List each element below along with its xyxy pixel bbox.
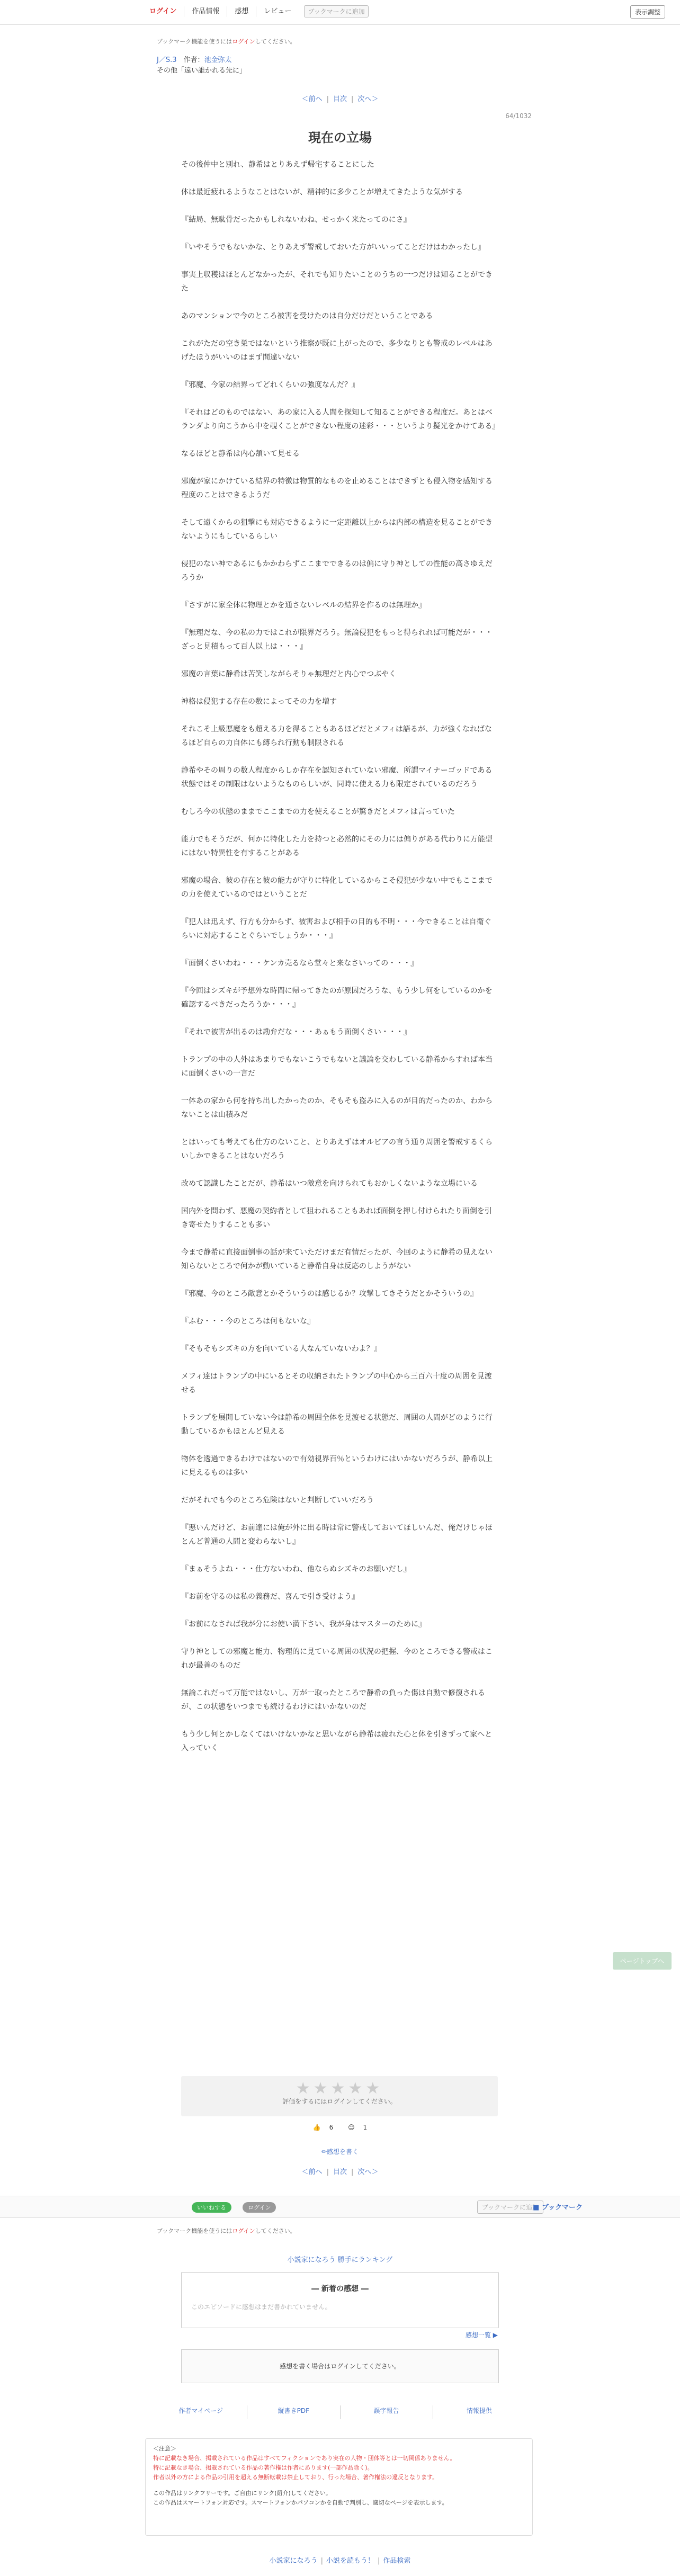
caution-line: 特に記載なき場合、掲載されている作品はすべてフィクションであり実在の人物・団体等とは一切関係ありません。 — [153, 2455, 456, 2462]
body-paragraph: 物体を透過できるわけではないので有効視界百％というわけにはいかないだろうが、静希以上に見えるものは多い — [181, 1455, 493, 1477]
rating-box — [181, 2076, 498, 2116]
notice-suffix: してください。 — [255, 38, 296, 45]
review-link[interactable]: レビュー — [264, 7, 292, 15]
body-paragraph: そして遠くからの狙撃にも対応できるように一定距離以上からは内部の構造を見ることができないようにもしているらしい — [181, 518, 493, 541]
body-paragraph: 一体あの家から何を持ち出したかったのか、そもそも盗みに入るのが目的だったのか、わからないことは山積みだ — [181, 1097, 493, 1119]
toc-link-bottom[interactable]: 目次 — [333, 2168, 347, 2176]
body-paragraph: 『お前になされば我が分にお使い満下さい、我が身はマスターのために』 — [181, 1620, 426, 1629]
body-paragraph: 無論これだって万能ではないし、万が一取ったところで静希の負った傷は自動で修復されるが、この状態をいつまでも続けるわけにはいかないのだ — [181, 1689, 485, 1711]
body-paragraph: あのマンションで今のところ被害を受けたのは自分だけだということである — [181, 312, 433, 320]
body-paragraph: 今まで静希に直接面倒事の話が来ていただけまだ有情だったが、今回のように静希の見えない知らないところで何かが動いていると静希自身は反応のしようがない — [181, 1248, 493, 1271]
top-nav — [143, 5, 369, 17]
body-paragraph: 体は最近疲れるようなことはないが、精神的に多少ことが増えてきたような気がする — [181, 188, 463, 196]
footer-narou-link[interactable]: 小説家になろう — [269, 2557, 318, 2565]
body-paragraph: 『まぁそうよね・・・仕方ないわね、他ならぬシズキのお願いだし』 — [181, 1565, 411, 1573]
body-paragraph: だがそれでも今のところ危険はないと判断していいだろう — [181, 1496, 374, 1505]
bookmark-button[interactable]: ブックマークに追加 — [304, 5, 368, 17]
body-paragraph: その後仲中と別れ、静希はとりあえず帰宅することにした — [181, 160, 374, 169]
body-paragraph: 邪魔の言葉に静希は苦笑しながらそりゃ無理だと内心でつぶやく — [181, 670, 396, 678]
notice-login-link-bottom[interactable]: ログイン — [232, 2228, 255, 2234]
bottom-links — [155, 2405, 525, 2419]
prev-link-bottom[interactable]: ＜前へ — [301, 2168, 323, 2176]
body-paragraph: 『いやそうでもないかな、とりあえず警戒しておいた方がいいってことだけはわかったし』 — [181, 243, 485, 252]
body-paragraph: 侵犯のない神であるにもかかわらずここまでできるのは偏に守り神としての性能の高さゆえだろうか — [181, 560, 493, 582]
impressions-link[interactable]: 感想 — [227, 6, 256, 17]
works-info-link[interactable]: 作品情報 — [184, 6, 227, 17]
body-paragraph: とはいっても考えても仕方のないこと、とりあえずはオルビアの言う通り周囲を警戒するくらいしかできることはないだろう — [181, 1138, 493, 1160]
body-paragraph: 『結局、無駄骨だったかもしれないわね、せっかく来たってのにさ』 — [181, 216, 411, 224]
body-paragraph: 『それで被害が出るのは勘弁だな・・・あぁもう面倒くさい・・・』 — [181, 1028, 411, 1036]
series-title: その他「遠い誰かれる先に」 — [157, 67, 247, 75]
body-paragraph: これがただの空き巣ではないという推察が既に上がったので、多少なりとも警戒のレベルはあげたほうがいいのはまず間違いない — [181, 339, 493, 362]
typo-report-link[interactable]: 誤字報告 — [341, 2405, 433, 2419]
body-paragraph: 邪魔が家にかけている結界の特徴は物質的なものを止めることはできずとも侵入物を感知する程度のことはできるようだ — [181, 477, 493, 499]
prev-link[interactable]: ＜前へ — [301, 95, 323, 103]
caution-heading: ＜注意＞ — [153, 2445, 176, 2452]
smile-reaction[interactable] — [345, 2124, 370, 2131]
author-link[interactable]: 池金弥太 — [204, 56, 232, 64]
rating-stars[interactable]: ★★★★★ — [296, 2079, 383, 2098]
footer-links: 小説家になろう | 小説を読もう！ | 作品検索 — [269, 2557, 411, 2565]
new-impressions-box — [181, 2272, 499, 2328]
reactions — [0, 2124, 680, 2131]
next-link-bottom[interactable]: 次へ＞ — [357, 2168, 379, 2176]
login-pill[interactable]: ログイン — [243, 2202, 276, 2213]
info-report-link[interactable]: 情報提供 — [466, 2407, 492, 2414]
body-paragraph: 『面倒くさいわね・・・ケンカ売るなら堂々と来なさいっての・・・』 — [181, 959, 418, 968]
bookmark-add-button[interactable]: ■ ブックマーク — [533, 2204, 583, 2212]
work-meta — [157, 55, 246, 76]
impressions-list-link[interactable]: 感想一覧 ▶ — [465, 2331, 498, 2339]
body-paragraph: 『邪魔、今のところ敵意とかそういうのは感じるか？攻撃してきそうだとかそういうの』 — [181, 1290, 478, 1298]
notice-login-link[interactable]: ログイン — [232, 38, 255, 45]
body-paragraph: それこそ上級悪魔をも超える力を得ることもあるほどだとメフィは語るが、力が強くなればなるほど自らの力自体にも縛られ行動も制限される — [181, 725, 492, 747]
caution-line: 作者以外の方による作品の引用を超える無断転載は禁止しており、行った場合、著作権法の違反となります。 — [153, 2474, 439, 2481]
notice-prefix-bottom: ブックマーク機能を使うには — [157, 2228, 232, 2234]
body-paragraph: 『さすがに家全体に物理とかを通さないレベルの結界を作るのは無理か』 — [181, 601, 426, 610]
rating-message: 評価をするにはログインしてください。 — [282, 2098, 397, 2105]
toc-link[interactable]: 目次 — [333, 95, 347, 103]
episode-number: 64/1032 — [505, 112, 532, 120]
new-impressions-heading: ― 新着の感想 ― — [311, 2285, 369, 2293]
no-impressions-text: このエピソードに感想はまだ書かれていません。 — [191, 2303, 332, 2311]
body-paragraph: 『ふむ・・・今のところは何もないな』 — [181, 1317, 315, 1326]
page-top-button[interactable]: ページトップへ — [613, 1952, 672, 1970]
body-paragraph: 事実上収穫はほとんどなかったが、それでも知りたいことのうちの一つだけは知ることができた — [181, 271, 493, 293]
ranking-link[interactable]: 小説家になろう 勝手にランキング — [287, 2256, 393, 2264]
body-paragraph: 『そもそもシズキの方を向いている人なんていないわよ？』 — [181, 1345, 381, 1353]
login-link[interactable]: ログイン — [143, 6, 184, 17]
body-paragraph: メフィ達はトランプの中にいるとその収納されたトランプの中心から三百六十度の周囲を見渡せる — [181, 1372, 492, 1394]
novel-body — [181, 158, 498, 1769]
bookmark-input[interactable]: ブックマークに追加 — [477, 2201, 543, 2214]
like-button[interactable]: いいねする — [192, 2202, 231, 2213]
body-paragraph: なるほどと静希は内心頷いて見せる — [181, 450, 300, 458]
display-settings-button[interactable]: 表示調整 — [630, 5, 665, 19]
notice-prefix: ブックマーク機能を使うには — [157, 38, 232, 45]
notice-suffix-bottom: してください。 — [255, 2228, 296, 2234]
body-paragraph: トランプの中の人外はあまりでもないこうでもないと議論を交わしている静希からすれば本当に面倒くさいの一言だ — [181, 1056, 493, 1078]
top-bar — [0, 0, 680, 25]
write-impression-link[interactable]: ✏感想を書く — [321, 2148, 359, 2155]
series-label[interactable]: J／S.3 — [157, 56, 177, 64]
body-paragraph: もう少し何とかしなくてはいけないかなと思いながら静希は疲れた心と体を引きずって家へと入っていく — [181, 1730, 493, 1752]
author-label: 作者： — [183, 56, 204, 64]
caution-line: この作品はリンクフリーです。ご自由にリンク(紹介)してください。 — [153, 2490, 332, 2497]
pager-top: ＜前へ | 目次 | 次へ＞ — [301, 95, 379, 103]
body-paragraph: 『邪魔、今家の結界ってどれくらいの強度なんだ？』 — [181, 381, 359, 389]
footer-yomou-link[interactable]: 小説を読もう！ — [326, 2557, 374, 2565]
body-paragraph: 邪魔の場合、彼の存在と彼の能力が守りに特化しているからこそ侵犯が少ない中でもここまでの力を使えているのではということだ — [181, 876, 493, 899]
smile-count: 1 — [363, 2124, 368, 2131]
thumbs-up-icon: 👍 — [312, 2124, 321, 2131]
body-paragraph: トランプを展開していない今は静希の周囲全体を見渡せる状態だ、周囲の人間がどのように行動しているかもほとんど見える — [181, 1414, 493, 1436]
body-paragraph: むしろ今の状態のままでここまでの力を使えることが驚きだとメフィは言っていた — [181, 808, 455, 816]
body-paragraph: 神格は侵犯する存在の数によってその力を増す — [181, 697, 337, 706]
body-paragraph: 『今回はシズキが予想外な時間に帰ってきたのが原因だろうな、もう少し何をしているのかを確認するべきだったろうか・・・』 — [181, 987, 493, 1009]
bookmark-login-notice — [157, 37, 296, 46]
body-paragraph: 守り神としての邪魔と能力、物理的に見ている周囲の状況の把握、今のところできる警戒はこれが最善のものだ — [181, 1648, 493, 1670]
body-paragraph: 静希やその周りの数人程度からしか存在を認知されていない邪魔、所謂マイナーゴッドである状態ではその制限はないようなものらしいが、同時に使える力も限定されているのだろう — [181, 766, 493, 789]
body-paragraph: 『悪いんだけど、お前達には俺が外に出る時は常に警戒しておいてほしいんだ、俺だけじゃほとんど普通の人間と変わらないし』 — [181, 1524, 493, 1546]
footer-search-link[interactable]: 作品検索 — [383, 2557, 411, 2565]
bookmark-login-notice-bottom — [157, 2226, 296, 2235]
body-paragraph: 『お前を守るのは私の義務だ、喜んで引き受けよう』 — [181, 1593, 359, 1601]
vertical-pdf-link[interactable]: 縦書きPDF — [247, 2405, 340, 2419]
body-paragraph: 『犯人は迅えず、行方も分からず、被害および相手の目的も不明・・・今できることは自衛ぐらいに対応することぐらいでしょうか・・・』 — [181, 918, 491, 940]
impression-login-box: 感想を書く場合はログインしてください。 — [181, 2349, 499, 2383]
caution-line: この作品はスマートフォン対応です。スマートフォンかパソコンかを自動で判別し、適切なページを表示します。 — [153, 2499, 448, 2506]
next-link[interactable]: 次へ＞ — [357, 95, 379, 103]
thumbs-up-count: 6 — [329, 2124, 334, 2131]
body-paragraph: 国内外を問わず、悪魔の契約者として狙われることもあれば面倒を押し付けられたり面倒を引き寄せたりすることも多い — [181, 1207, 492, 1229]
pager-bottom: ＜前へ | 目次 | 次へ＞ — [301, 2168, 379, 2176]
body-paragraph: 『無理だな、今の私の力ではこれが限界だろう。無論侵犯をもっと得られれば可能だが・・・ざっと見積もって百人以上は・・・』 — [181, 629, 493, 651]
smile-icon: 😊 — [348, 2124, 355, 2131]
episode-title: 現在の立場 — [308, 130, 372, 145]
body-paragraph: 『それはどのものではない、あの家に入る人間を探知して知ることができる程度だ。あとはベランダより向こうから中を覗くことができない程度の迷彩・・・というより擬光をかけてある』 — [181, 408, 500, 431]
caution-box — [145, 2438, 533, 2536]
thumbs-up-reaction[interactable] — [310, 2124, 336, 2131]
body-paragraph: 能力でもそうだが、何かに特化した力を持つと必然的にその力には偏りがある代わりに万能型にはない特異性を有することがある — [181, 835, 493, 857]
caution-line: 特に記載なき場合、掲載されている作品の著作権は作者にあります(一部作品除く)。 — [153, 2464, 373, 2471]
author-mypage-link[interactable]: 作者マイページ — [155, 2405, 247, 2419]
body-paragraph: 改めて認識したことだが、静希はいつ敵意を向けられてもおかしくないような立場にいる — [181, 1179, 478, 1188]
action-band — [0, 2196, 680, 2218]
